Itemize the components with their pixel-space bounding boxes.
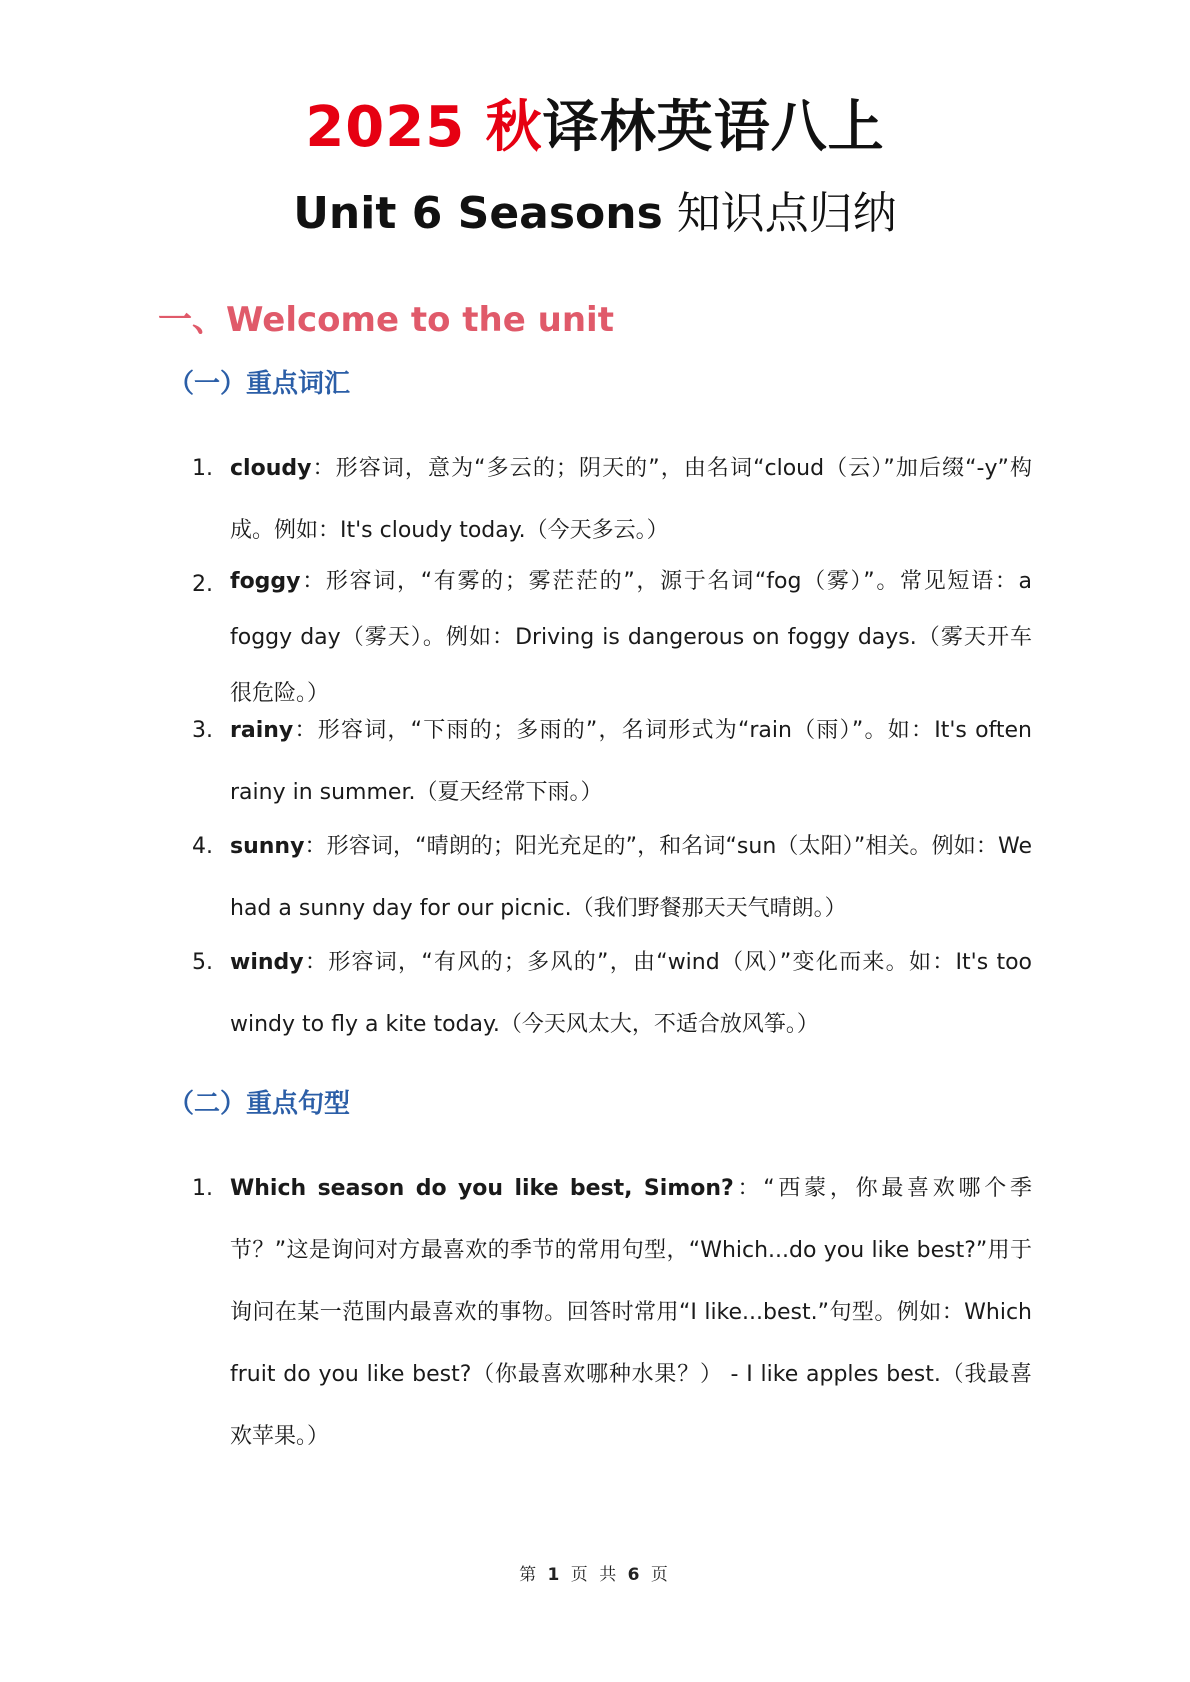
- item-text: ：形容词，“晴朗的；阳光充足的”，和名词“sun（太阳）”相关。例如：We had a sunny day for our picnic.（我们野餐那天天气晴朗。）: [230, 834, 1032, 921]
- item-number: 3.: [192, 718, 213, 743]
- document-title: [0, 88, 1190, 168]
- footer-prefix: 第: [519, 1565, 540, 1585]
- item-number: 2.: [192, 572, 213, 597]
- keyword: sunny: [230, 834, 305, 859]
- keyword: foggy: [230, 569, 301, 594]
- item-text: ：形容词，“有雾的；雾茫茫的”，源于名词“fog（雾）”。常见短语：a foggy day（雾天）。例如：Driving is dangerous on foggy days.（雾天开车很危险。）: [230, 569, 1032, 706]
- title-rest: 译林英语八上: [542, 95, 885, 160]
- section-heading: 一、Welcome to the unit: [158, 300, 614, 340]
- item-number: 1.: [192, 1176, 213, 1201]
- page-number: 1: [547, 1565, 563, 1585]
- item-text: ：“西蒙，你最喜欢哪个季节？”这是询问对方最喜欢的季节的常用句型，“Which...do you like best?”用于询问在某一范围内最喜欢的事物。回答时常用“I like...best.”句型。例如：Which fruit do you like best?（你最喜欢哪种水果？） - I like apples best.（我最喜欢苹果。）: [230, 1176, 1032, 1449]
- keyword: cloudy: [230, 456, 312, 481]
- unit-title-cn: 知识点归纳: [676, 188, 897, 239]
- item-number: 4.: [192, 834, 213, 859]
- item-text: ：形容词，意为“多云的；阴天的”，由名词“cloud（云）”加后缀“-y”构成。例如：It's cloudy today.（今天多云。）: [230, 456, 1032, 543]
- item-number: 5.: [192, 950, 213, 975]
- item-text: ：形容词，“有风的；多风的”，由“wind（风）”变化而来。如：It's too windy to fly a kite today.（今天风太大，不适合放风筝。）: [230, 950, 1032, 1037]
- vocab-item: [192, 554, 1032, 722]
- vocab-item: [192, 700, 1032, 824]
- vocab-item: [192, 932, 1032, 1056]
- item-text: ：形容词，“下雨的；多雨的”，名词形式为“rain（雨）”。如：It's often rainy in summer.（夏天经常下雨。）: [230, 718, 1032, 805]
- keyword: Which season do you like best, Simon?: [230, 1176, 734, 1201]
- vocab-item: [192, 816, 1032, 940]
- item-number: 1.: [192, 456, 213, 481]
- keyword: rainy: [230, 718, 294, 743]
- vocab-item: [192, 438, 1032, 562]
- unit-title: [0, 182, 1190, 246]
- keyword: windy: [230, 950, 304, 975]
- sentence-item: [192, 1158, 1032, 1468]
- page-footer: [0, 1560, 1190, 1585]
- title-year: 2025 秋: [305, 95, 543, 160]
- footer-suffix: 页: [650, 1565, 671, 1585]
- footer-middle: 页 共: [570, 1565, 620, 1585]
- page-total: 6: [627, 1565, 643, 1585]
- unit-title-en: Unit 6 Seasons: [293, 188, 663, 239]
- sentence-heading: （二）重点句型: [168, 1089, 351, 1119]
- vocab-heading: （一）重点词汇: [168, 369, 351, 399]
